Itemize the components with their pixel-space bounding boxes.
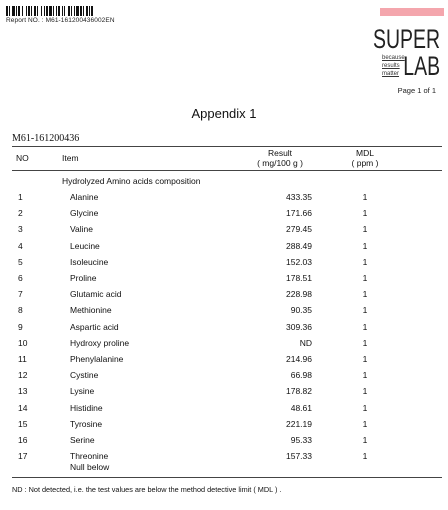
column-header-item: Item bbox=[62, 153, 79, 163]
row-result: 309.36 bbox=[286, 321, 312, 332]
footnote: ND : Not detected, i.e. the test values are below the method detective limit ( MDL ) . bbox=[12, 485, 282, 494]
row-number: 2 bbox=[18, 208, 23, 219]
table-row bbox=[0, 289, 448, 305]
row-result: 152.03 bbox=[286, 256, 312, 267]
row-result: 157.33 bbox=[286, 451, 312, 462]
row-item: Cystine bbox=[70, 370, 99, 381]
table-row bbox=[0, 354, 448, 370]
row-mdl: 1 bbox=[362, 208, 368, 219]
column-header-result-unit: ( mg/100 g ) bbox=[257, 158, 303, 168]
table-row bbox=[0, 419, 448, 435]
table-row bbox=[0, 386, 448, 402]
barcode-image bbox=[6, 6, 124, 16]
table-row bbox=[0, 338, 448, 354]
row-number: 3 bbox=[18, 224, 23, 235]
row-result: 48.61 bbox=[290, 402, 312, 413]
row-item: Alanine bbox=[70, 192, 99, 202]
logo-text-super: SUPER bbox=[373, 24, 440, 54]
table-row bbox=[0, 192, 448, 208]
row-result: 178.51 bbox=[286, 273, 312, 283]
row-item: Hydroxy proline bbox=[70, 337, 130, 348]
row-mdl: 1 bbox=[362, 337, 368, 348]
row-result: 228.98 bbox=[286, 289, 312, 300]
row-number: 14 bbox=[18, 402, 28, 413]
row-result: 288.49 bbox=[286, 240, 312, 251]
row-number: 5 bbox=[18, 256, 23, 267]
column-header-mdl bbox=[340, 148, 390, 168]
row-result: 95.33 bbox=[290, 435, 312, 445]
table-row bbox=[0, 305, 448, 321]
row-number: 1 bbox=[18, 192, 23, 202]
column-header-result bbox=[240, 148, 320, 168]
row-mdl: 1 bbox=[362, 273, 368, 283]
superlab-logo bbox=[373, 24, 446, 84]
row-mdl: 1 bbox=[362, 192, 368, 202]
row-item: Lysine bbox=[70, 386, 95, 397]
row-result: 171.66 bbox=[286, 208, 312, 219]
report-number: Report NO. : M61-161200436002EN bbox=[6, 17, 115, 24]
section-heading: Hydrolyzed Amino acids composition bbox=[62, 176, 201, 186]
row-result: 221.19 bbox=[286, 418, 312, 429]
row-number: 13 bbox=[18, 386, 28, 397]
table-row bbox=[0, 208, 448, 224]
row-mdl: 1 bbox=[362, 240, 368, 251]
row-number: 10 bbox=[18, 337, 28, 348]
table-row bbox=[0, 322, 448, 338]
row-result: 90.35 bbox=[290, 305, 312, 316]
row-item: Valine bbox=[70, 224, 93, 235]
table-row bbox=[0, 224, 448, 240]
row-mdl: 1 bbox=[362, 418, 368, 429]
table-row bbox=[0, 370, 448, 386]
document-id: M61-161200436 bbox=[12, 133, 80, 144]
row-number: 17 bbox=[18, 451, 28, 462]
row-mdl: 1 bbox=[362, 321, 368, 332]
logo-tag-line-2: results bbox=[382, 63, 400, 69]
column-header-no: NO bbox=[16, 153, 29, 163]
row-mdl: 1 bbox=[362, 435, 368, 445]
row-mdl: 1 bbox=[362, 289, 368, 300]
row-number: 9 bbox=[18, 321, 23, 332]
table-row bbox=[0, 241, 448, 257]
row-number: 11 bbox=[18, 354, 27, 364]
row-item: Glycine bbox=[70, 208, 99, 219]
brand-accent-bar bbox=[380, 8, 444, 16]
page-indicator: Page 1 of 1 bbox=[397, 86, 436, 95]
row-mdl: 1 bbox=[362, 224, 368, 235]
row-result: ND bbox=[299, 337, 312, 348]
column-header-mdl-label: MDL bbox=[356, 148, 374, 158]
row-item: Tyrosine bbox=[70, 418, 103, 429]
row-mdl: 1 bbox=[362, 386, 368, 397]
row-number: 7 bbox=[18, 289, 23, 300]
row-mdl: 1 bbox=[362, 370, 368, 381]
row-number: 15 bbox=[18, 418, 28, 429]
table-row bbox=[0, 403, 448, 419]
row-item: Histidine bbox=[70, 402, 103, 413]
row-number: 16 bbox=[18, 435, 28, 445]
row-mdl: 1 bbox=[362, 451, 368, 462]
logo-text-lab: LAB bbox=[403, 51, 440, 81]
row-result: 214.96 bbox=[286, 354, 312, 364]
table-row bbox=[0, 451, 448, 467]
row-item: Glutamic acid bbox=[70, 289, 122, 300]
document-title: Appendix 1 bbox=[191, 106, 257, 121]
row-result: 178.82 bbox=[286, 386, 312, 397]
row-mdl: 1 bbox=[362, 305, 368, 316]
row-item: Phenylalanine bbox=[70, 354, 124, 364]
row-item: Methionine bbox=[70, 305, 112, 316]
column-header-mdl-unit: ( ppm ) bbox=[351, 158, 379, 168]
row-item: Proline bbox=[70, 273, 97, 283]
row-mdl: 1 bbox=[362, 402, 368, 413]
row-number: 12 bbox=[18, 370, 28, 381]
row-item: Threonine bbox=[70, 451, 109, 462]
table-top-rule bbox=[12, 146, 442, 147]
row-number: 6 bbox=[18, 273, 23, 283]
row-result: 433.35 bbox=[286, 192, 312, 202]
column-header-result-label: Result bbox=[267, 148, 293, 158]
row-result: 66.98 bbox=[290, 370, 312, 381]
row-item: Aspartic acid bbox=[70, 321, 119, 332]
row-item: Leucine bbox=[70, 240, 100, 251]
table-header-rule bbox=[12, 170, 442, 171]
table-row bbox=[0, 435, 448, 451]
row-item: Isoleucine bbox=[70, 256, 109, 267]
row-item: Serine bbox=[70, 435, 95, 445]
logo-tag-line-3: matter bbox=[382, 71, 400, 77]
row-result: 279.45 bbox=[286, 224, 312, 235]
row-mdl: 1 bbox=[362, 354, 368, 364]
null-below-note: Null below bbox=[70, 462, 110, 472]
logo-tag-line-1: because bbox=[382, 55, 405, 61]
table-row bbox=[0, 273, 448, 289]
table-row bbox=[0, 257, 448, 273]
logo-tagline bbox=[382, 54, 405, 78]
row-number: 8 bbox=[18, 305, 23, 316]
row-number: 4 bbox=[18, 240, 23, 251]
table-bottom-rule bbox=[12, 477, 442, 478]
row-mdl: 1 bbox=[362, 256, 368, 267]
